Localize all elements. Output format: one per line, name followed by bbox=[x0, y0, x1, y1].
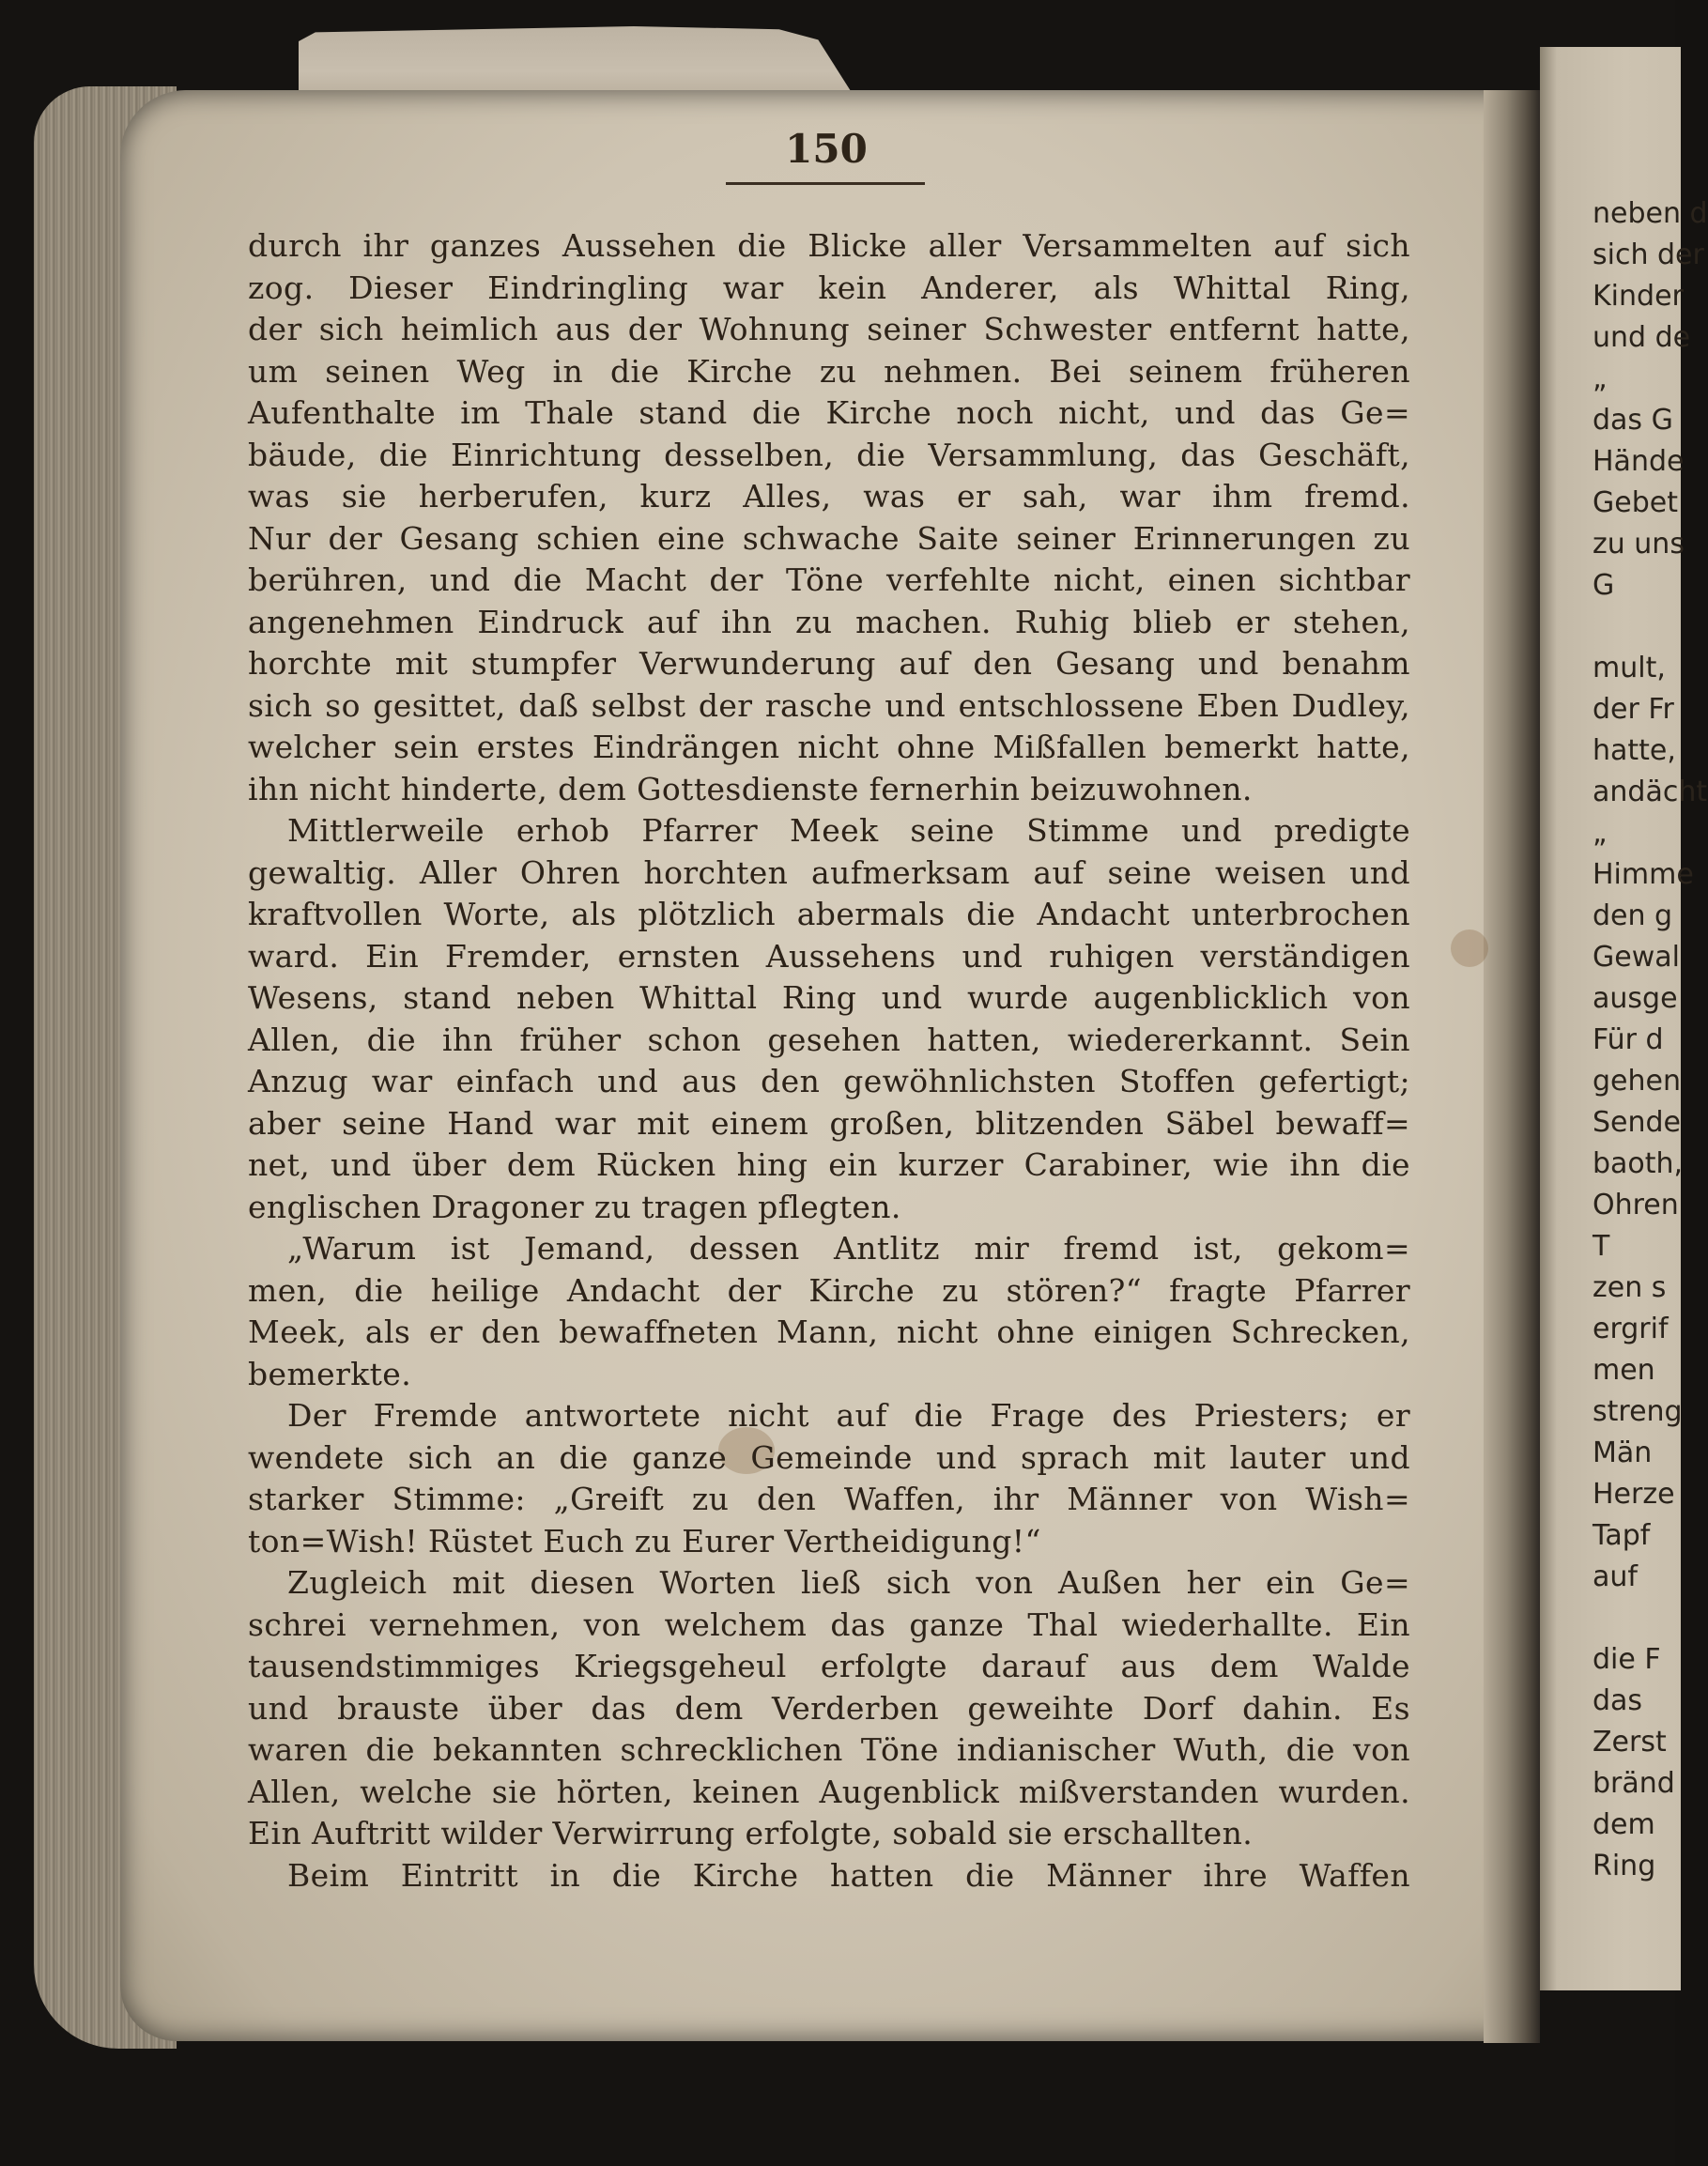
paragraph bbox=[248, 1855, 1410, 1897]
text-line: durch ihr ganzes Aussehen die Blicke aller Versammelten auf sich bbox=[248, 227, 1410, 264]
text-line: ton=Wish! Rüstet Euch zu Eurer Vertheidigung!“ bbox=[248, 1522, 1041, 1559]
text-line: welcher sein erstes Eindrängen nicht ohne Mißfallen bemerkt hatte, bbox=[248, 729, 1410, 765]
text-line: ward. Ein Fremder, ernsten Aussehens und ruhigen verständigen bbox=[248, 937, 1410, 975]
facing-page-line: den g bbox=[1593, 899, 1673, 932]
facing-page-line: baoth, bbox=[1593, 1147, 1684, 1180]
text-line: berühren, und die Macht der Töne verfehlte nicht, einen sichtbar bbox=[248, 561, 1410, 598]
page-number: 150 bbox=[785, 126, 868, 172]
facing-page-line: Ohren bbox=[1593, 1189, 1679, 1221]
facing-page-line: Ring bbox=[1593, 1850, 1656, 1882]
book-gutter bbox=[1484, 90, 1540, 2043]
facing-page-line: ergrif bbox=[1593, 1313, 1669, 1345]
facing-page-line: hatte, bbox=[1593, 734, 1676, 767]
text-line: der sich heimlich aus der Wohnung seiner Schwester entfernt hatte, bbox=[248, 311, 1410, 347]
text-line: Beim Eintritt in die Kirche hatten die Männer ihre Waffen bbox=[287, 1856, 1410, 1894]
facing-page-line: bränd bbox=[1593, 1767, 1675, 1800]
facing-page-line: Män bbox=[1593, 1436, 1653, 1469]
facing-page-line: G bbox=[1593, 569, 1615, 602]
text-line: „Warum ist Jemand, dessen Antlitz mir fremd ist, gekom= bbox=[287, 1230, 1410, 1267]
facing-page-line: der Fr bbox=[1593, 693, 1674, 726]
paragraph bbox=[248, 1228, 1410, 1395]
text-line: zog. Dieser Eindringling war kein Anderer, als Whittal Ring, bbox=[248, 269, 1410, 306]
text-line: bäude, die Einrichtung desselben, die Versammlung, das Geschäft, bbox=[248, 436, 1410, 473]
facing-page-line: auf bbox=[1593, 1560, 1638, 1593]
facing-page-line: Tapf bbox=[1593, 1519, 1651, 1552]
facing-page-line: Herze bbox=[1593, 1478, 1675, 1511]
text-line: um seinen Weg in die Kirche zu nehmen. Bei seinem früheren bbox=[248, 352, 1410, 390]
facing-page-line: dem bbox=[1593, 1808, 1655, 1841]
facing-page-line: „ bbox=[1593, 817, 1608, 850]
facing-page-line: Hände bbox=[1593, 445, 1685, 478]
facing-page-line: men bbox=[1593, 1354, 1655, 1387]
facing-page-line: streng bbox=[1593, 1395, 1683, 1428]
text-line: sich so gesittet, daß selbst der rasche und entschlossene Eben Dudley, bbox=[248, 686, 1410, 724]
text-line: Mittlerweile erhob Pfarrer Meek seine Stimme und predigte bbox=[287, 812, 1410, 849]
text-line: und brauste über das dem Verderben geweihte Dorf dahin. Es bbox=[248, 1689, 1410, 1727]
text-line: angenehmen Eindruck auf ihn zu machen. Ruhig blieb er stehen, bbox=[248, 603, 1410, 640]
facing-page-line: und de bbox=[1593, 321, 1691, 354]
body-text bbox=[248, 225, 1410, 1897]
text-line: kraftvollen Worte, als plötzlich abermals die Andacht unterbrochen bbox=[248, 896, 1410, 932]
text-line: waren die bekannten schrecklichen Töne indianischer Wuth, die von bbox=[248, 1731, 1410, 1768]
facing-page-line: Gewal bbox=[1593, 941, 1680, 974]
paragraph bbox=[248, 1395, 1410, 1562]
text-line: aber seine Hand war mit einem großen, blitzenden Säbel bewaff= bbox=[248, 1104, 1410, 1142]
text-line: starker Stimme: „Greift zu den Waffen, ihr Männer von Wish= bbox=[248, 1481, 1410, 1517]
header-rule bbox=[726, 182, 925, 185]
paragraph bbox=[248, 1562, 1410, 1855]
text-line: Aufenthalte im Thale stand die Kirche noch nicht, und das Ge= bbox=[248, 394, 1410, 431]
facing-page-line: „ bbox=[1593, 362, 1608, 395]
text-line: gewaltig. Aller Ohren horchten aufmerksam auf seine weisen und bbox=[248, 853, 1410, 891]
facing-page-line: Für d bbox=[1593, 1023, 1664, 1056]
text-line: net, und über dem Rücken hing ein kurzer Carabiner, wie ihn die bbox=[248, 1146, 1410, 1183]
text-line: Meek, als er den bewaffneten Mann, nicht ohne einigen Schrecken, bbox=[248, 1313, 1410, 1350]
text-line: Allen, welche sie hörten, keinen Augenblick mißverstanden wurden. bbox=[248, 1773, 1410, 1810]
text-line: englischen Dragoner zu tragen pflegten. bbox=[248, 1188, 901, 1225]
facing-page-line: Zerst bbox=[1593, 1726, 1667, 1759]
facing-page-line: andächt bbox=[1593, 776, 1708, 808]
facing-page-line: Gebet bbox=[1593, 486, 1678, 519]
facing-page-line: das bbox=[1593, 1684, 1643, 1717]
facing-page-line: gehen bbox=[1593, 1065, 1681, 1098]
facing-page-line: T bbox=[1593, 1230, 1610, 1263]
text-line: men, die heilige Andacht der Kirche zu stören?“ fragte Pfarrer bbox=[248, 1271, 1410, 1309]
text-line: bemerkte. bbox=[248, 1355, 412, 1392]
facing-page-line: Himme bbox=[1593, 858, 1694, 891]
text-line: ihn nicht hinderte, dem Gottesdienste fernerhin beizuwohnen. bbox=[248, 770, 1253, 807]
text-line: Wesens, stand neben Whittal Ring und wurde augenblicklich von bbox=[248, 979, 1410, 1016]
facing-page-line: Kinder bbox=[1593, 280, 1684, 313]
text-line: Nur der Gesang schien eine schwache Saite seiner Erinnerungen zu bbox=[248, 519, 1410, 557]
text-line: Anzug war einfach und aus den gewöhnlichsten Stoffen gefertigt; bbox=[248, 1063, 1410, 1099]
facing-page-line: Sende bbox=[1593, 1106, 1682, 1139]
facing-page-line: neben d bbox=[1593, 197, 1708, 230]
text-line: schrei vernehmen, von welchem das ganze Thal wiederhallte. Ein bbox=[248, 1605, 1410, 1643]
facing-page-line: das G bbox=[1593, 404, 1673, 437]
facing-page-line: die F bbox=[1593, 1643, 1661, 1676]
text-line: Der Fremde antwortete nicht auf die Frage des Priesters; er bbox=[287, 1397, 1410, 1434]
text-line: tausendstimmiges Kriegsgeheul erfolgte darauf aus dem Walde bbox=[248, 1648, 1410, 1684]
text-line: Ein Auftritt wilder Verwirrung erfolgte, sobald sie erschallten. bbox=[248, 1815, 1254, 1851]
facing-page-line bbox=[1593, 1598, 1679, 1639]
facing-page-line: sich der bbox=[1593, 238, 1704, 271]
paper-stain bbox=[1451, 929, 1488, 967]
paragraph bbox=[248, 225, 1410, 810]
text-line: horchte mit stumpfer Verwunderung auf den Gesang und benahm bbox=[248, 645, 1410, 682]
facing-page-line: mult, bbox=[1593, 652, 1666, 684]
facing-page-line: ausge bbox=[1593, 982, 1678, 1015]
paragraph bbox=[248, 810, 1410, 1228]
text-line: wendete sich an die ganze Gemeinde und sprach mit lauter und bbox=[248, 1438, 1410, 1476]
facing-page-line: zu uns bbox=[1593, 528, 1685, 561]
facing-page-text bbox=[1593, 193, 1708, 1887]
facing-page-line bbox=[1593, 607, 1679, 648]
text-line: Zugleich mit diesen Worten ließ sich von Außen her ein Ge= bbox=[287, 1564, 1410, 1601]
text-line: was sie herberufen, kurz Alles, was er sah, war ihm fremd. bbox=[248, 478, 1410, 515]
text-line: Allen, die ihn früher schon gesehen hatten, wiedererkannt. Sein bbox=[248, 1021, 1410, 1058]
facing-page-line: zen s bbox=[1593, 1271, 1667, 1304]
